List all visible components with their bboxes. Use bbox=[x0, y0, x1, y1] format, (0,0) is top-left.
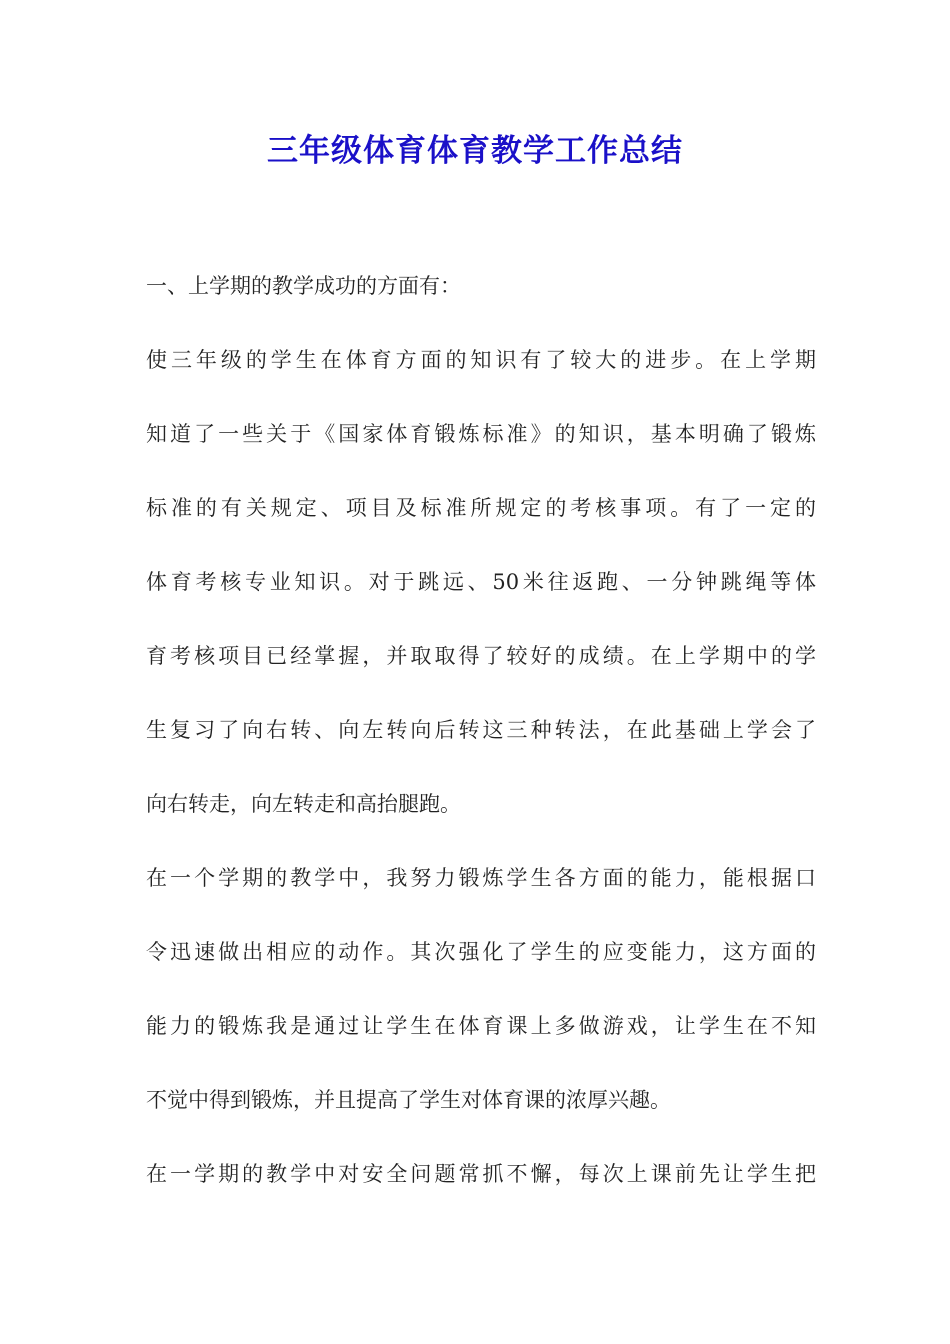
paragraph-line: 不觉中得到锻炼，并且提高了学生对体育课的浓厚兴趣。 bbox=[146, 1088, 671, 1112]
paragraph-line: 知道了一些关于《国家体育锻炼标准》的知识，基本明确了锻炼 bbox=[146, 422, 816, 446]
paragraph-line: 育考核项目已经掌握，并取取得了较好的成绩。在上学期中的学 bbox=[146, 644, 816, 668]
paragraph-line: 生复习了向右转、向左转向后转这三种转法，在此基础上学会了 bbox=[146, 718, 816, 742]
paragraph-line: 能力的锻炼我是通过让学生在体育课上多做游戏，让学生在不知 bbox=[146, 1014, 816, 1038]
paragraph-line: 向右转走，向左转走和高抬腿跑。 bbox=[146, 792, 461, 816]
paragraph-line: 体育考核专业知识。对于跳远、50米往返跑、一分钟跳绳等体 bbox=[146, 570, 816, 594]
paragraph-line: 标准的有关规定、项目及标准所规定的考核事项。有了一定的 bbox=[146, 496, 816, 520]
paragraph-line: 令迅速做出相应的动作。其次强化了学生的应变能力，这方面的 bbox=[146, 940, 816, 964]
document-title: 三年级体育体育教学工作总结 bbox=[267, 133, 683, 169]
paragraph-line: 在一个学期的教学中，我努力锻炼学生各方面的能力，能根据口 bbox=[146, 866, 816, 890]
paragraph-line: 使三年级的学生在体育方面的知识有了较大的进步。在上学期 bbox=[146, 348, 816, 372]
paragraph-line: 在一学期的教学中对安全问题常抓不懈，每次上课前先让学生把 bbox=[146, 1162, 816, 1186]
section-heading: 一、上学期的教学成功的方面有： bbox=[146, 274, 461, 298]
